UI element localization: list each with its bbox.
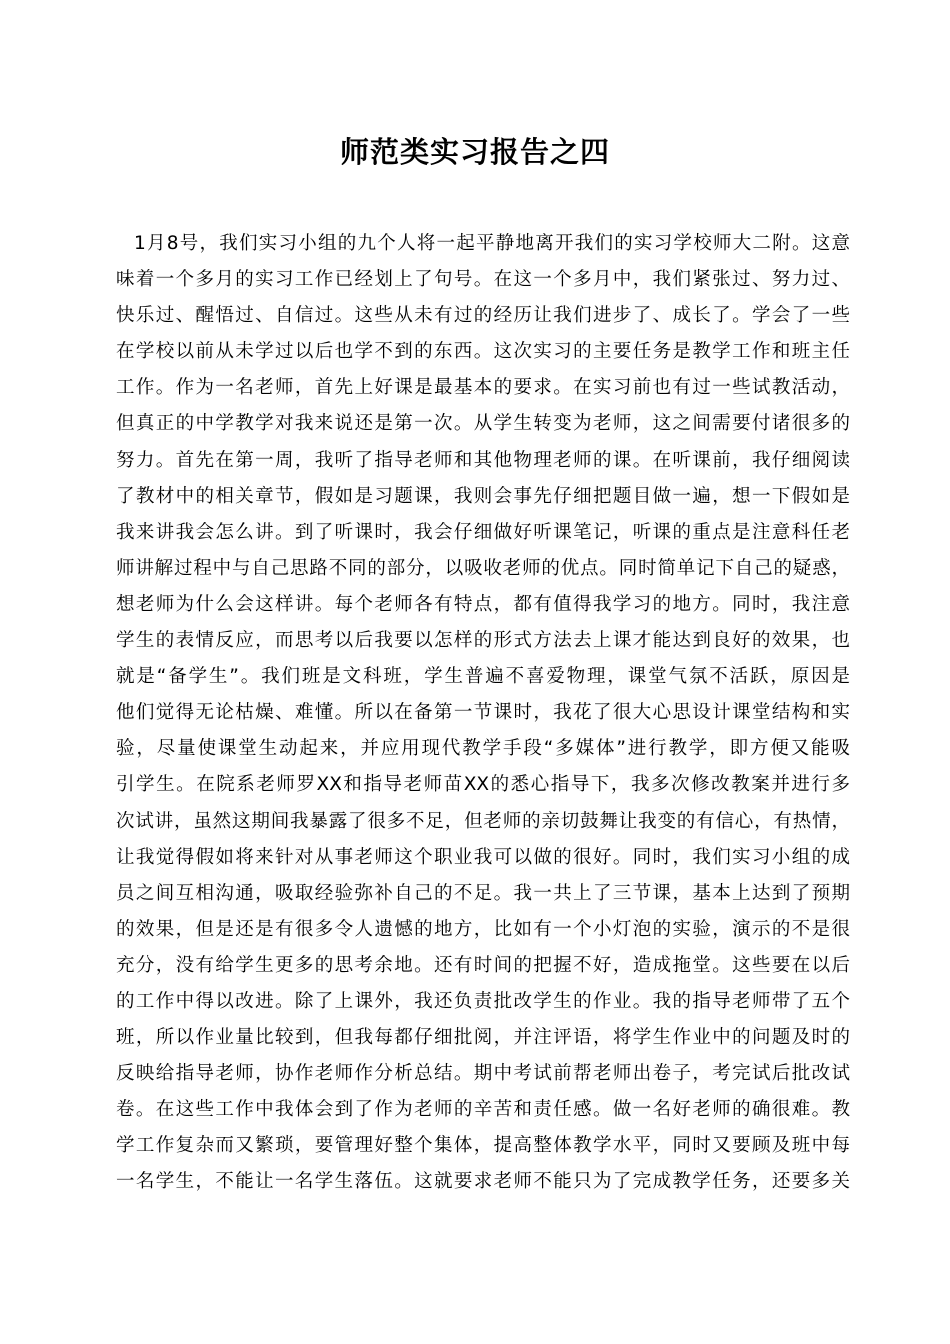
paragraph-line: 在学校以前从未学过以后也学不到的东西。这次实习的主要任务是教学工作和班主任 (116, 341, 850, 363)
paragraph-line: 验，尽量使课堂生动起来，并应用现代教学手段“多媒体”进行教学，即方便又能吸 (116, 738, 850, 760)
paragraph-line: 的工作中得以改进。除了上课外，我还负责批改学生的作业。我的指导老师带了五个 (116, 990, 850, 1012)
paragraph-line: 学生的表情反应，而思考以后我要以怎样的形式方法去上课才能达到良好的效果，也 (116, 630, 850, 652)
paragraph-line: 一名学生，不能让一名学生落伍。这就要求老师不能只为了完成教学任务，还要多关 (116, 1171, 850, 1193)
paragraph-line: 想老师为什么会这样讲。每个老师各有特点，都有值得我学习的地方。同时，我注意 (116, 593, 850, 615)
paragraph-line: 班，所以作业量比较到，但我每都仔细批阅，并注评语，将学生作业中的问题及时的 (116, 1027, 850, 1049)
paragraph-line: 1月8号，我们实习小组的九个人将一起平静地离开我们的实习学校师大二附。这意 (134, 233, 850, 254)
document-title: 师范类实习报告之四 (339, 135, 610, 169)
document-body (116, 226, 850, 1201)
paragraph-line: 快乐过、醒悟过、自信过。这些从未有过的经历让我们进步了、成长了。学会了一些 (116, 305, 850, 327)
paragraph-line: 的效果，但是还是有很多令人遗憾的地方，比如有一个小灯泡的实验，演示的不是很 (116, 918, 850, 940)
paragraph-line: 引学生。在院系老师罗XX和指导老师苗XX的悉心指导下，我多次修改教案并进行多 (116, 774, 850, 796)
paragraph-line: 反映给指导老师，协作老师作分析总结。期中考试前帮老师出卷子，考完试后批改试 (116, 1063, 850, 1085)
paragraph-line: 卷。在这些工作中我体会到了作为老师的辛苦和责任感。做一名好老师的确很难。教 (116, 1099, 850, 1121)
paragraph-line: 他们觉得无论枯燥、难懂。所以在备第一节课时，我花了很大心思设计课堂结构和实 (116, 702, 850, 724)
paragraph-line: 努力。首先在第一周，我听了指导老师和其他物理老师的课。在听课前，我仔细阅读 (116, 449, 850, 471)
paragraph-line: 师讲解过程中与自己思路不同的部分，以吸收老师的优点。同时简单记下自己的疑惑， (116, 557, 850, 579)
paragraph-line: 工作。作为一名老师，首先上好课是最基本的要求。在实习前也有过一些试教活动， (116, 377, 850, 399)
paragraph-line: 让我觉得假如将来针对从事老师这个职业我可以做的很好。同时，我们实习小组的成 (116, 846, 850, 868)
paragraph-line: 次试讲，虽然这期间我暴露了很多不足，但老师的亲切鼓舞让我变的有信心，有热情， (116, 810, 850, 832)
paragraph-line: 学工作复杂而又繁琐，要管理好整个集体，提高整体教学水平，同时又要顾及班中每 (116, 1135, 850, 1157)
paragraph-line: 味着一个多月的实习工作已经划上了句号。在这一个多月中，我们紧张过、努力过、 (116, 269, 850, 291)
paragraph-line: 就是“备学生”。我们班是文科班，学生普遍不喜爱物理，课堂气氛不活跃，原因是 (116, 666, 850, 688)
paragraph-line: 我来讲我会怎么讲。到了听课时，我会仔细做好听课笔记，听课的重点是注意科任老 (116, 521, 850, 543)
paragraph-line: 了教材中的相关章节，假如是习题课，我则会事先仔细把题目做一遍，想一下假如是 (116, 485, 850, 507)
paragraph-line: 员之间互相沟通，吸取经验弥补自己的不足。我一共上了三节课，基本上达到了预期 (116, 882, 850, 904)
paragraph-line: 但真正的中学教学对我来说还是第一次。从学生转变为老师，这之间需要付诸很多的 (116, 413, 850, 435)
paragraph-line: 充分，没有给学生更多的思考余地。还有时间的把握不好，造成拖堂。这些要在以后 (116, 954, 850, 976)
